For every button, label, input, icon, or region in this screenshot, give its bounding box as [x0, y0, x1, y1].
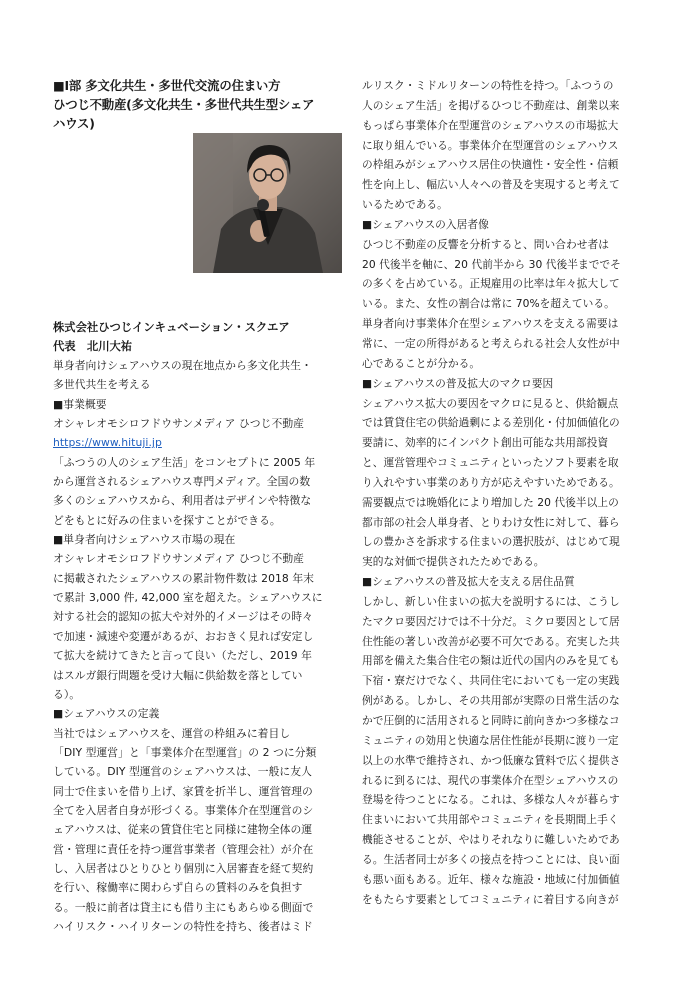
text-line: いる。また、女性の割合は常に 70%を超えている。	[362, 297, 615, 311]
text-line: 当社ではシェアハウスを、運営の枠組みに着目し	[53, 726, 291, 740]
text-line: しかし、新しい住まいの拡大を説明するには、こうし	[362, 594, 620, 608]
website-link[interactable]: https://www.hituji.jp	[53, 436, 162, 450]
text-line: 人のシェア生活」を掲げるひつじ不動産は、創業以来	[362, 98, 620, 112]
text-line: している。DIY 型運営のシェアハウスは、一般に友人	[53, 765, 312, 779]
text-line: 多世代共生を考える	[53, 378, 151, 392]
text-line: ■単身者向けシェアハウス市場の現在	[53, 533, 236, 547]
right-column	[362, 76, 650, 909]
text-line: をもたらす要素としてコミュニティに着目する向きが	[362, 892, 619, 906]
text-line: ルリスク・ミドルリターンの特性を持つ。「ふつうの	[362, 79, 614, 92]
text-line: の枠組みがシェアハウス居住の快適性・安全性・信頼	[362, 158, 619, 172]
text-line: 単身者向けシェアハウスの現在地点から多文化共生・	[53, 359, 312, 372]
text-line: 常に、一定の所得があると考えられる社会人女性が中	[362, 336, 620, 350]
text-line: しの豊かさを訴求する住まいの選択肢が、はじめて現	[362, 535, 620, 549]
text-line: 機能させることが、やはりそれなりに難しいためであ	[362, 833, 620, 847]
text-line: 性を向上し、幅広い人々への普及を実現すると考えて	[362, 178, 620, 192]
text-line: 要請に、効率的にインパクト創出可能な共用部投資	[362, 436, 609, 450]
text-line: はスルガ銀行問題を受け大幅に供給数を落としてい	[53, 668, 303, 682]
text-line: で累計 3,000 件, 42,000 室を超えた。シェアハウスに	[53, 591, 323, 605]
text-line: いるためである。	[362, 198, 448, 212]
text-line: ハイリスク・ハイリターンの特性を持ち、後者はミド	[53, 919, 313, 933]
text-line: で加速・減速や変遷があるが、おおきく見れば安定し	[53, 629, 314, 643]
text-line: かで圧倒的に活用されると同時に前向きかつ多様なコ	[362, 714, 620, 727]
text-line: ■シェアハウスの普及拡大のマクロ要因	[362, 376, 554, 390]
text-line: では賃貸住宅の供給過剰による差別化・付加価値化の	[362, 416, 620, 430]
speaker-photo-image	[193, 133, 342, 273]
text-line: し、入居者はひとりひとり個別に入居審査を経て契約	[53, 861, 314, 875]
text-line: て拡大を続けてきたと言って良い（ただし、2019 年	[53, 649, 312, 663]
text-line: 多くのシェアハウスから、利用者はデザインや特徴な	[53, 494, 312, 508]
text-line: 住まいにおいて共用部やコミュニティを長期間上手く	[362, 813, 619, 827]
text-line: り入れやすい事業のあり方が応えやすいためである。	[362, 475, 620, 489]
text-line: に取り組んでいる。事業体介在型運営のシェアハウス	[362, 138, 619, 152]
text-line: と、運営管理やコミュニティといったソフト要素を取	[362, 456, 619, 470]
text-line: 実的な対価で提供されたためである。	[362, 555, 545, 569]
text-line: 全てを入居者自身が形づくる。事業体介在型運営のシ	[53, 803, 314, 817]
text-line: ■シェアハウスの普及拡大を支える居住品質	[362, 575, 575, 589]
representative-name: 代表 北川大祐	[53, 340, 133, 353]
text-line: オシャレオモシロフドウサンメディア ひつじ不動産	[53, 552, 305, 566]
left-column	[53, 76, 345, 936]
text-line: 心であることが分かる。	[362, 356, 481, 370]
section-heading-line-2: ひつじ不動産(多文化共生・多世代共生型シェア	[53, 97, 315, 112]
text-line: 20 代後半を軸に、20 代前半から 30 代後半まででそ	[362, 257, 621, 271]
text-line: 「DIY 型運営」と「事業体介在型運営」の 2 つに分類	[53, 745, 317, 759]
speaker-photo	[193, 133, 342, 273]
text-line: 「ふつうの人のシェア生活」をコンセプトに 2005 年	[53, 455, 316, 469]
text-line: に掲載されたシェアハウスの累計物件数は 2018 年末	[53, 571, 315, 585]
text-line: ■シェアハウスの入居者像	[362, 217, 489, 231]
text-line: ひつじ不動産の反響を分析すると、問い合わせ者は	[362, 237, 609, 251]
text-line: 対する社会的認知の拡大や対外的イメージはその時々	[53, 610, 313, 624]
text-line: れるに到るには、現代の事業体介在型シェアハウスの	[362, 773, 619, 787]
text-line: 登場を待つことになる。これは、多様な人々が暮らす	[362, 793, 620, 807]
text-line: 下宿・寮だけでなく、共同住宅においても一定の実践	[362, 674, 620, 688]
text-line: ミュニティの効用と快適な居住性能が長期に渡り一定	[362, 733, 619, 747]
text-line: 同士で住まいを借り上げ、家賃を折半し、運営管理の	[53, 784, 313, 798]
text-line: ■事業概要	[53, 397, 107, 411]
text-line: ェアハウスは、従来の賃貸住宅と同様に建物全体の運	[53, 823, 313, 837]
text-line: 需要観点では晩婚化により増加した 20 代後半以上の	[362, 495, 619, 509]
text-line: ■シェアハウスの定義	[53, 707, 160, 721]
text-line: から運営されるシェアハウス専門メディア。全国の数	[53, 475, 311, 489]
text-line: たマクロ要因だけでは不十分だ。ミクロ要因として居	[362, 614, 620, 628]
text-line: 営・管理に責任を持つ運営事業者（管理会社）が介在	[53, 842, 314, 856]
text-line: 単身者向け事業体介在型シェアハウスを支える需要は	[362, 317, 619, 331]
text-line: る）。	[53, 687, 81, 701]
text-line: 都市部の社会人単身者、とりわけ女性に対して、暮ら	[362, 515, 620, 529]
text-line: 例がある。しかし、その共用部が実際の日常生活のな	[362, 694, 620, 708]
section-heading-line-3: ハウス)	[53, 116, 95, 131]
text-line: どをもとに好みの住まいを探すことができる。	[53, 513, 281, 527]
text-line: る。生活者同士が多くの接点を持つことには、良い面	[362, 852, 620, 866]
text-line: る。一般に前者は貸主にも借り主にもあらゆる側面で	[53, 900, 314, 914]
text-line: もっぱら事業体介在型運営のシェアハウスの市場拡大	[362, 118, 619, 132]
text-line: も悪い面もある。近年、様々な施設・地域に付加価値	[362, 872, 620, 886]
text-line: 以上の水準で維持され、かつ低廉な賃料で広く提供さ	[362, 753, 621, 767]
section-heading-line-1: ■Ⅰ部 多文化共生・多世代交流の住まい方	[53, 78, 281, 93]
text-line: の多くを占めている。正規雇用の比率は年々拡大して	[362, 277, 620, 291]
text-line: シェアハウス拡大の要因をマクロに見ると、供給観点	[362, 396, 619, 410]
organization-name: 株式会社ひつじインキュベーション・スクエア	[53, 321, 290, 334]
text-line: 用部を備えた集合住宅の類は近代の国内のみを見ても	[362, 654, 620, 668]
text-line: 住性能の著しい改善が必要不可欠である。充実した共	[362, 634, 620, 648]
text-line: オシャレオモシロフドウサンメディア ひつじ不動産	[53, 417, 305, 431]
text-line: を行い、稼働率に関わらず自らの賃料のみを負担す	[53, 881, 303, 895]
photo-area	[53, 133, 345, 318]
